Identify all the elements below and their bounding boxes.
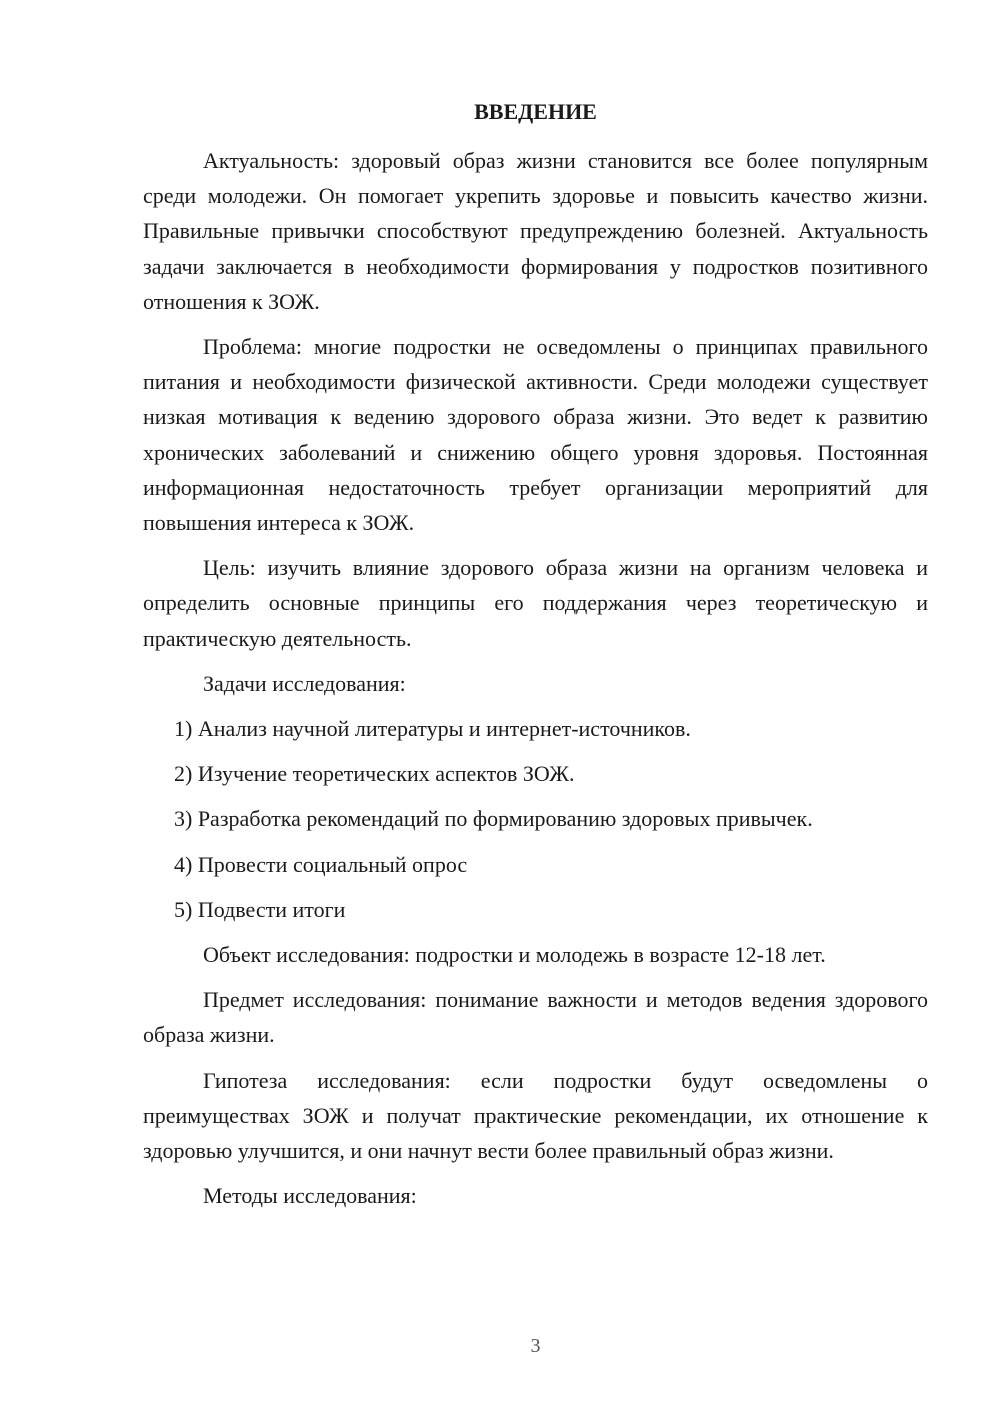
list-item: 1) Анализ научной литературы и интернет-источников. (174, 716, 691, 742)
methods-heading: Методы исследования: (203, 1183, 417, 1209)
list-item: 4) Провести социальный опрос (174, 851, 468, 877)
paragraph-object: Объект исследования: подростки и молодежь в возрасте 12-18 лет. (203, 942, 826, 968)
list-item: 2) Изучение теоретических аспектов ЗОЖ. (174, 761, 575, 787)
section-title: ВВЕДЕНИЕ (474, 99, 597, 124)
document-page (143, 0, 928, 1414)
document-body (143, 143, 928, 1223)
paragraph-subject: Предмет исследования: понимание важности и методов ведения здорового образа жизни. (143, 987, 928, 1048)
page-number: 3 (530, 1335, 541, 1357)
tasks-heading: Задачи исследования: (203, 670, 406, 696)
paragraph-problem: Проблема: многие подростки не осведомлены о принципах правильного питания и необходимости физической активности. Среди молодежи существует низкая мотивация к ведению здорового образа жизни. Это ведет к развитию хронических заболеваний и снижению общего уровня здоровья. Постоянная информационная недостаточность требует организации мероприятий для повышения интереса к ЗОЖ. (143, 334, 928, 536)
paragraph-hypothesis: Гипотеза исследования: если подростки будут осведомлены о преимуществах ЗОЖ и получат практические рекомендации, их отношение к здоровью улучшится, и они начнут вести более правильный образ жизни. (143, 1067, 928, 1164)
paragraph-goal: Цель: изучить влияние здорового образа жизни на организм человека и определить основные принципы его поддержания через теоретическую и практическую деятельность. (143, 555, 928, 651)
paragraph-relevance: Актуальность: здоровый образ жизни становится все более популярным среди молодежи. Он помогает укрепить здоровье и повысить качество жизни. Правильные привычки способствуют предупреждению болезней. Актуальность задачи заключается в необходимости формирования у подростков позитивного отношения к ЗОЖ. (143, 148, 928, 314)
tasks-list (143, 711, 928, 927)
list-item: 5) Подвести итоги (174, 896, 346, 922)
list-item: 3) Разработка рекомендаций по формированию здоровых привычек. (174, 806, 813, 832)
